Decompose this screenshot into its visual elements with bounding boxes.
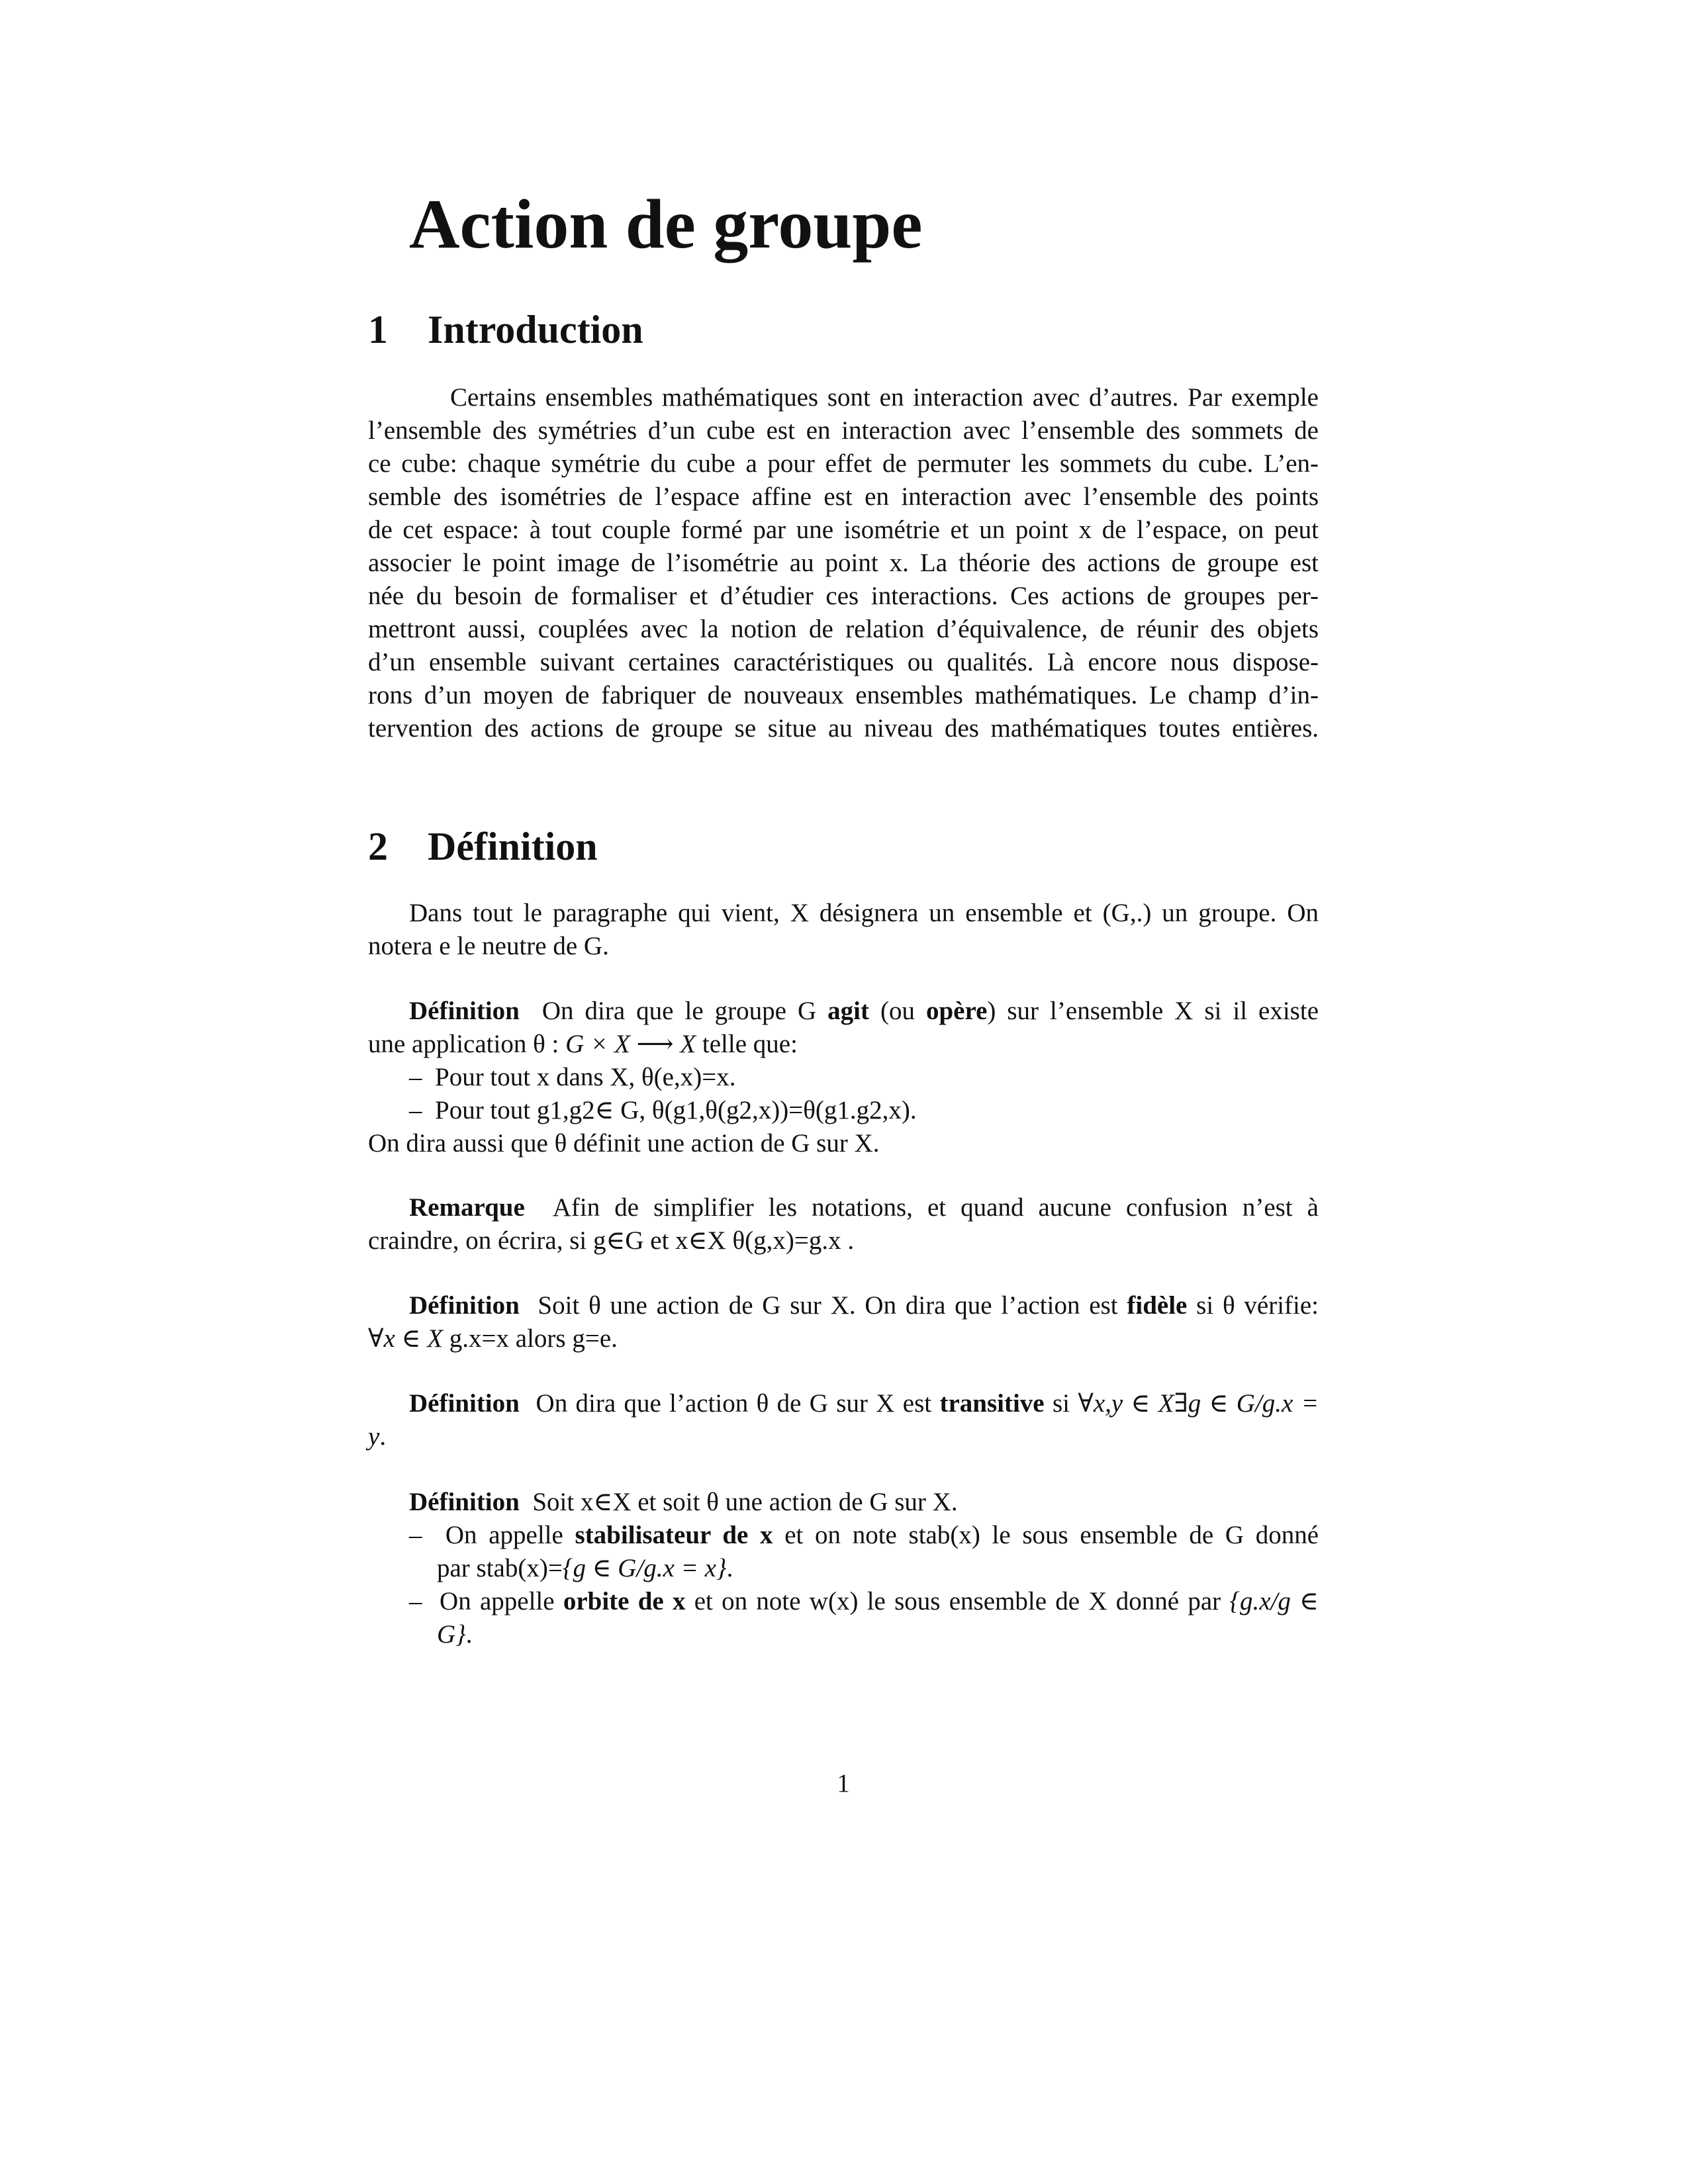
definition-line bbox=[368, 1420, 1319, 1453]
paragraph-line: de cet espace: à tout couple formé par une isométrie et un point x de l’espace, on peut bbox=[368, 516, 1319, 544]
text-run: . bbox=[726, 1554, 733, 1582]
remark-line bbox=[368, 1191, 1319, 1224]
text-run: Soit x∈X et soit θ une action de G sur X. bbox=[532, 1488, 958, 1516]
text-run: On dira que le groupe G bbox=[541, 997, 828, 1025]
remark bbox=[368, 1191, 1319, 1257]
text-run: telle que: bbox=[696, 1030, 798, 1058]
term-opere: opère bbox=[925, 997, 988, 1025]
text-run: . bbox=[379, 1422, 387, 1451]
paragraph-line: mettront aussi, couplées avec la notion de relation d’équivalence, de réunir des objets bbox=[368, 615, 1319, 643]
list-dash: – bbox=[409, 1587, 422, 1615]
math-expression: ∀x,y ∈ X∃g ∈ G/g.x = bbox=[1078, 1389, 1319, 1418]
remark-label: Remarque bbox=[409, 1193, 525, 1222]
paragraph-line: rons d’un moyen de fabriquer de nouveaux ensembles mathématiques. Le champ d’in- bbox=[368, 681, 1319, 709]
definition-line bbox=[368, 1486, 1319, 1519]
text-run: On dira que l’action θ de G sur X est bbox=[536, 1389, 940, 1418]
paragraph-line: ce cube: chaque symétrie du cube a pour effet de permuter les sommets du cube. L’en- bbox=[368, 449, 1319, 478]
paragraph-line: l’ensemble des symétries d’un cube est en interaction avec l’ensemble des sommets de bbox=[368, 416, 1319, 445]
paragraph-line: d’un ensemble suivant certaines caractéristiques ou qualités. Là encore nous dispose- bbox=[368, 648, 1319, 676]
definition-fidele bbox=[368, 1289, 1319, 1355]
definition-line: On dira aussi que θ définit une action de G sur X. bbox=[368, 1129, 880, 1158]
text-run: par stab(x)= bbox=[437, 1554, 563, 1582]
paragraph-line: tervention des actions de groupe se situe au niveau des mathématiques toutes entières. bbox=[368, 714, 1319, 743]
term-transitive: transitive bbox=[939, 1389, 1045, 1418]
definition-line bbox=[368, 995, 1319, 1028]
text-run: On appelle bbox=[440, 1587, 563, 1615]
term-agit: agit bbox=[827, 997, 869, 1025]
section-title: Définition bbox=[428, 825, 598, 868]
paragraph-line: née du besoin de formaliser et d’étudier ces interactions. Ces actions de groupes per- bbox=[368, 582, 1319, 610]
definition-label: Définition bbox=[409, 997, 520, 1025]
text-run: une application θ : bbox=[368, 1030, 566, 1058]
math-expression: ∀x ∈ X bbox=[368, 1324, 444, 1353]
section-heading-introduction bbox=[368, 306, 643, 353]
text-run: Soit θ une action de G sur X. On dira que l’action est bbox=[538, 1291, 1127, 1320]
definition-line bbox=[368, 1028, 1319, 1061]
paragraph-line: Dans tout le paragraphe qui vient, X désignera un ensemble et (G,.) un groupe. On bbox=[409, 899, 1319, 927]
list-item bbox=[368, 1585, 1319, 1618]
list-item bbox=[368, 1519, 1319, 1552]
math-expression: G} bbox=[437, 1620, 466, 1649]
definition-agit bbox=[368, 995, 1319, 1160]
section-intro-paragraph bbox=[368, 897, 1319, 963]
paragraph-line: notera e le neutre de G. bbox=[368, 932, 609, 960]
term-stabilisateur: stabilisateur de x bbox=[575, 1521, 773, 1549]
list-item-text: Pour tout g1,g2∈ G, θ(g1,θ(g2,x))=θ(g1.g2,x). bbox=[435, 1096, 917, 1124]
text-run: et on note stab(x) le sous ensemble de G donné bbox=[773, 1521, 1319, 1549]
text-run: Afin de simplifier les notations, et quand aucune confusion n’est à bbox=[552, 1193, 1319, 1222]
list-item bbox=[368, 1061, 1319, 1094]
list-dash: – bbox=[409, 1521, 422, 1549]
page-number: 1 bbox=[837, 1769, 850, 1797]
text-run: . bbox=[465, 1620, 473, 1649]
text-run: si bbox=[1044, 1389, 1078, 1418]
list-item bbox=[368, 1094, 1319, 1127]
math-expression: G × X ⟶ X bbox=[565, 1030, 696, 1058]
introduction-paragraph bbox=[368, 381, 1319, 745]
paragraph-line: semble des isométries de l’espace affine est en interaction avec l’ensemble des points bbox=[368, 482, 1319, 511]
list-dash: – bbox=[409, 1096, 422, 1124]
paragraph-line: Certains ensembles mathématiques sont en interaction avec d’autres. Par exemple bbox=[450, 383, 1319, 412]
term-orbite: orbite de x bbox=[563, 1587, 686, 1615]
text-run: On appelle bbox=[445, 1521, 575, 1549]
definition-line bbox=[368, 1322, 1319, 1355]
definition-line bbox=[368, 1289, 1319, 1322]
text-run: ) sur l’ensemble X si il existe bbox=[987, 997, 1319, 1025]
list-item-continuation bbox=[368, 1552, 1319, 1585]
definition-label: Définition bbox=[409, 1389, 520, 1418]
text-run: et on note w(x) le sous ensemble de X donné par bbox=[685, 1587, 1230, 1615]
text-run: (ou bbox=[868, 997, 926, 1025]
list-dash: – bbox=[409, 1063, 422, 1091]
definition-label: Définition bbox=[409, 1291, 520, 1320]
term-fidele: fidèle bbox=[1127, 1291, 1188, 1320]
definition-label: Définition bbox=[409, 1488, 520, 1516]
section-number: 1 bbox=[368, 308, 388, 351]
section-number: 2 bbox=[368, 825, 388, 868]
math-expression: {g ∈ G/g.x = x} bbox=[562, 1554, 727, 1582]
math-expression: y bbox=[368, 1422, 380, 1451]
remark-line: craindre, on écrira, si g∈G et x∈X θ(g,x)=g.x . bbox=[368, 1226, 855, 1255]
definition-stabilisateur-orbite bbox=[368, 1486, 1319, 1651]
section-heading-definition bbox=[368, 823, 598, 870]
definition-transitive bbox=[368, 1387, 1319, 1453]
definition-line bbox=[368, 1387, 1319, 1420]
section-title: Introduction bbox=[428, 308, 643, 351]
list-item-text: Pour tout x dans X, θ(e,x)=x. bbox=[435, 1063, 736, 1091]
math-expression: {g.x/g ∈ bbox=[1229, 1587, 1319, 1615]
paragraph-line: associer le point image de l’isométrie au point x. La théorie des actions de groupe est bbox=[368, 549, 1319, 577]
text-run: si θ vérifie: bbox=[1187, 1291, 1319, 1320]
document-title: Action de groupe bbox=[409, 185, 923, 263]
text-run: g.x=x alors g=e. bbox=[443, 1324, 618, 1353]
list-item-continuation bbox=[368, 1618, 1319, 1651]
